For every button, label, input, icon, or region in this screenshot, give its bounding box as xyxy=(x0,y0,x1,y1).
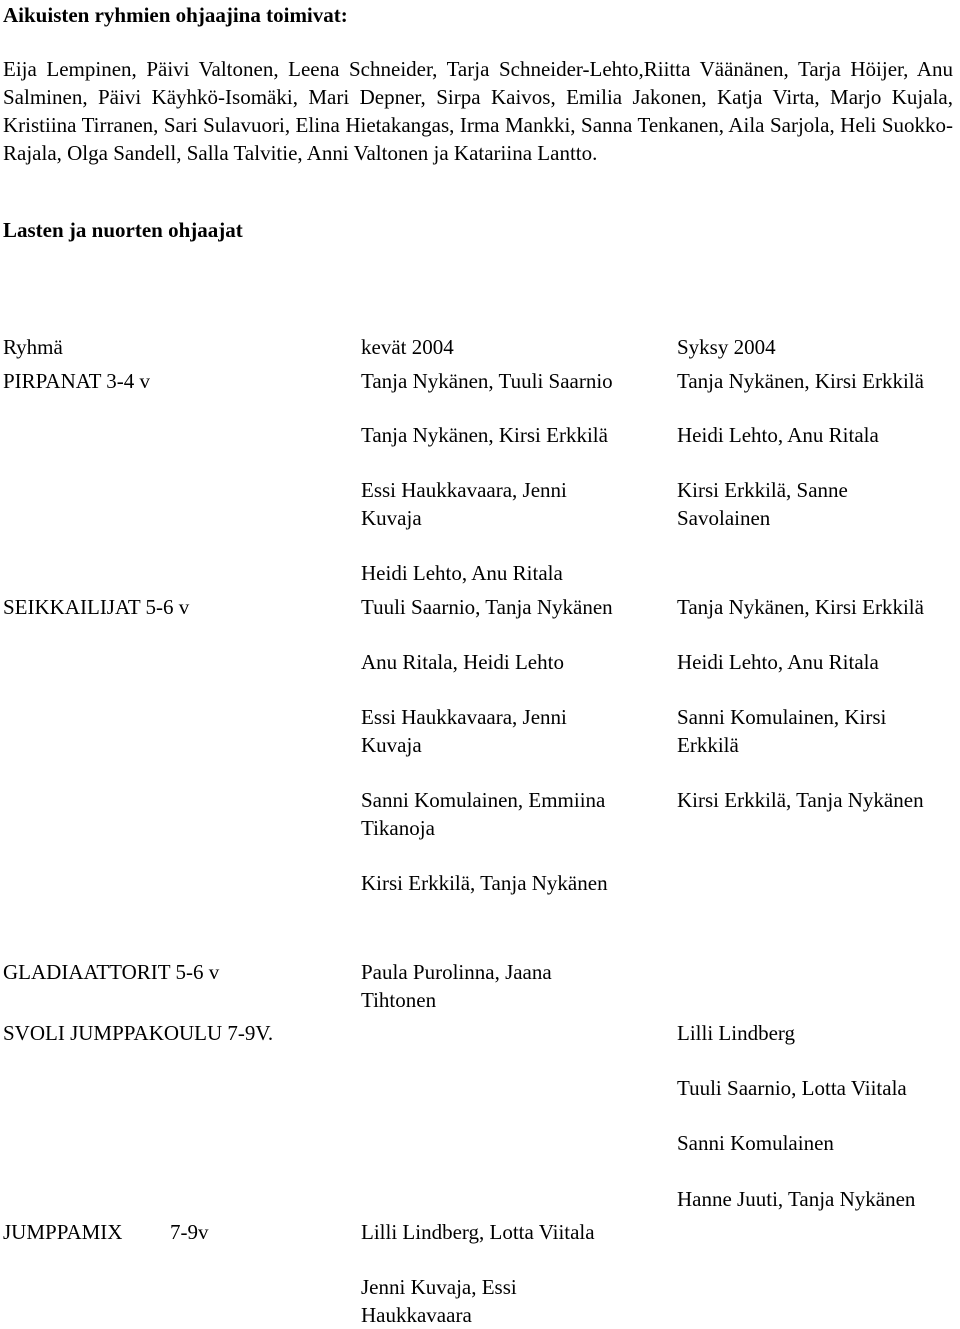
seikkailijat-spring-2: Anu Ritala, Heidi Lehto xyxy=(361,650,564,674)
seikkailijat-autumn-1: Tanja Nykänen, Kirsi Erkkilä xyxy=(677,595,924,619)
kids-section-heading: Lasten ja nuorten ohjaajat xyxy=(3,218,243,242)
pirpanat-autumn-2: Heidi Lehto, Anu Ritala xyxy=(677,423,879,447)
seikkailijat-autumn-3: Sanni Komulainen, Kirsi Erkkilä xyxy=(677,705,887,757)
column-header-spring: kevät 2004 xyxy=(361,335,454,359)
pirpanat-spring-2: Tanja Nykänen, Kirsi Erkkilä xyxy=(361,423,608,447)
group-age-jumppamix: 7-9v xyxy=(170,1220,209,1244)
seikkailijat-autumn-4: Kirsi Erkkilä, Tanja Nykänen xyxy=(677,788,924,812)
column-header-group: Ryhmä xyxy=(3,335,63,359)
jumppamix-spring-1: Lilli Lindberg, Lotta Viitala xyxy=(361,1220,595,1244)
pirpanat-autumn-1: Tanja Nykänen, Kirsi Erkkilä xyxy=(677,369,924,393)
group-name-gladiaattorit: GLADIAATTORIT 5-6 v xyxy=(3,960,220,984)
group-name-jumppamix: JUMPPAMIX xyxy=(3,1220,123,1244)
group-name-svoli: SVOLI JUMPPAKOULU 7-9V. xyxy=(3,1021,274,1045)
pirpanat-spring-3: Essi Haukkavaara, Jenni Kuvaja xyxy=(361,478,567,530)
jumppamix-spring-2: Jenni Kuvaja, Essi Haukkavaara xyxy=(361,1275,517,1327)
adult-section-heading: Aikuisten ryhmien ohjaajina toimivat: xyxy=(3,3,348,27)
gladiaattorit-spring-1: Paula Purolinna, Jaana Tihtonen xyxy=(361,960,552,1012)
svoli-autumn-3: Sanni Komulainen xyxy=(677,1131,834,1155)
pirpanat-spring-1: Tanja Nykänen, Tuuli Saarnio xyxy=(361,369,613,393)
seikkailijat-spring-1: Tuuli Saarnio, Tanja Nykänen xyxy=(361,595,613,619)
adult-instructors-paragraph: Eija Lempinen, Päivi Valtonen, Leena Schneider, Tarja Schneider-Lehto,Riitta Väänänen, Tarja Höijer, Anu Salminen, Päivi Käyhkö-Isomäki, Mari Depner, Sirpa Kaivos, Emilia Jakonen, Katja Virta, Marjo Kujala, Kristiina Tirranen, Sari Sulavuori, Elina Hietakangas, Irma Mankki, Sanna Tenkanen, Aila Sarjola, Heli Suokko-Rajala, Olga Sandell, Salla Talvitie, Anni Valtonen ja Katariina Lantto. xyxy=(3,57,953,165)
svoli-autumn-2: Tuuli Saarnio, Lotta Viitala xyxy=(677,1076,907,1100)
svoli-autumn-1: Lilli Lindberg xyxy=(677,1021,796,1045)
seikkailijat-autumn-2: Heidi Lehto, Anu Ritala xyxy=(677,650,879,674)
group-name-pirpanat: PIRPANAT 3-4 v xyxy=(3,369,151,393)
seikkailijat-spring-3: Essi Haukkavaara, Jenni Kuvaja xyxy=(361,705,567,757)
seikkailijat-spring-5: Kirsi Erkkilä, Tanja Nykänen xyxy=(361,871,608,895)
seikkailijat-spring-4: Sanni Komulainen, Emmiina Tikanoja xyxy=(361,788,606,840)
column-header-autumn: Syksy 2004 xyxy=(677,335,776,359)
group-name-seikkailijat: SEIKKAILIJAT 5-6 v xyxy=(3,595,190,619)
svoli-autumn-4: Hanne Juuti, Tanja Nykänen xyxy=(677,1187,916,1211)
pirpanat-autumn-3: Kirsi Erkkilä, Sanne Savolainen xyxy=(677,478,848,530)
pirpanat-spring-4: Heidi Lehto, Anu Ritala xyxy=(361,561,563,585)
